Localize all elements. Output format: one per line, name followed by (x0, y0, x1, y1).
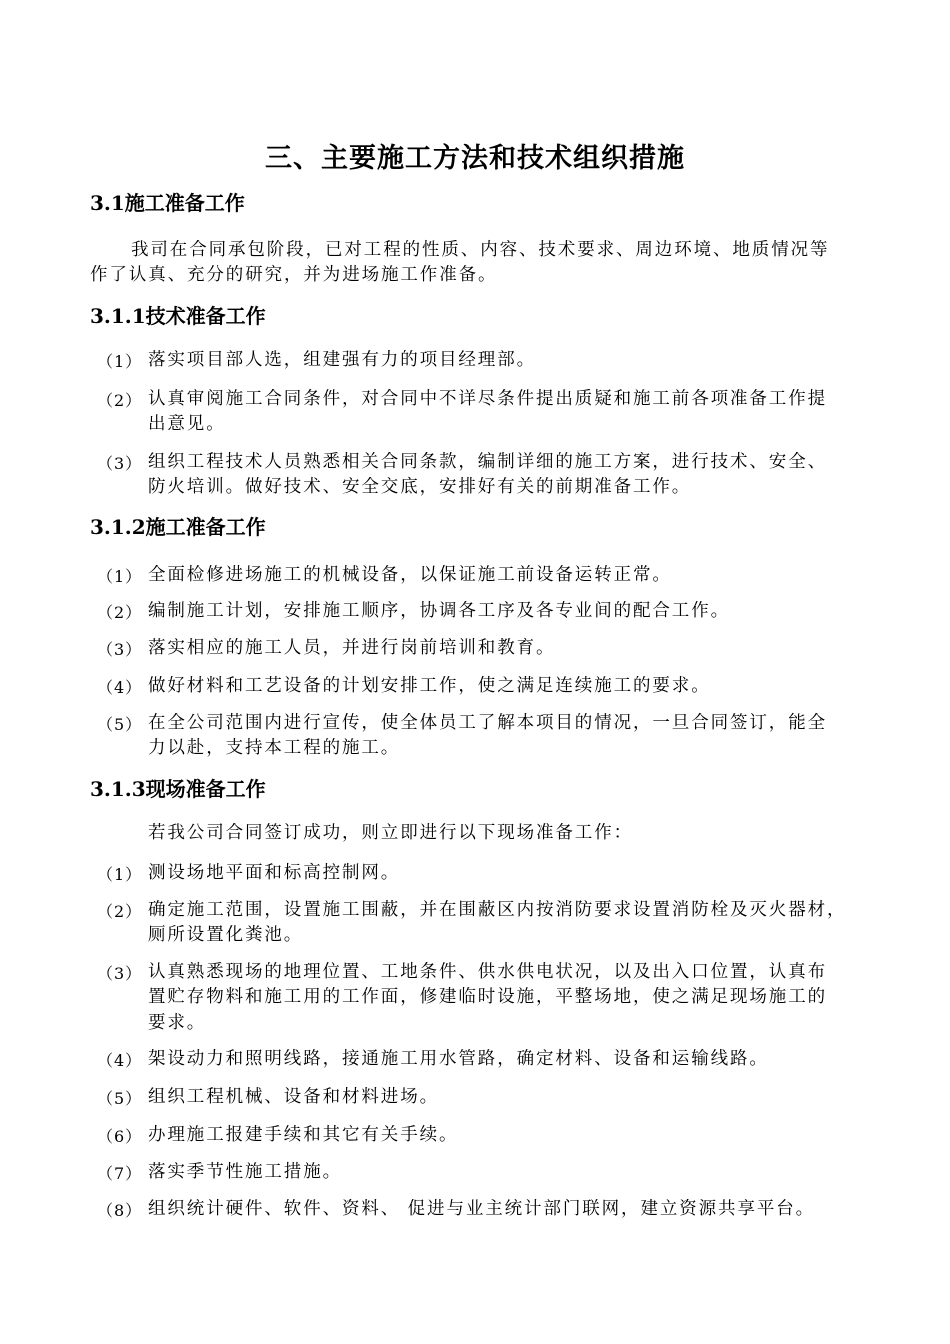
list-item-number: （2） (97, 391, 143, 410)
list-item-text: 厕所设置化粪池。 (148, 925, 304, 946)
list-item-text: 落实季节性施工措施。 (148, 1162, 342, 1182)
list-item-text: 组织统计硬件、软件、资料、 促进与业主统计部门联网，建立资源共享平台。 (148, 1199, 816, 1219)
list-item-text: 认真审阅施工合同条件，对合同中不详尽条件提出质疑和施工前各项准备工作提 (148, 389, 827, 409)
list-item-number: （2） (97, 902, 143, 921)
paragraph-line: 作了认真、充分的研究，并为进场施工作准备。 (90, 265, 498, 285)
list-item-text: 出意见。 (148, 414, 226, 435)
list-item-number: （1） (97, 865, 143, 884)
section-intro: 若我公司合同签订成功，则立即进行以下现场准备工作： (148, 823, 633, 843)
list-item-text: 全面检修进场施工的机械设备，以保证施工前设备运转正常。 (148, 565, 672, 585)
paragraph-line: 我司在合同承包阶段，已对工程的性质、内容、技术要求、周边环境、地质情况等 (131, 240, 830, 260)
list-item-number: （8） (97, 1201, 143, 1220)
list-item-text: 力以赴，支持本工程的施工。 (148, 738, 401, 759)
list-item-number: （3） (97, 640, 143, 659)
list-item-number: （6） (97, 1127, 143, 1146)
list-item-text: 测设场地平面和标高控制网。 (148, 863, 401, 883)
list-item-number: （1） (97, 567, 143, 586)
list-item-number: （5） (97, 715, 143, 734)
section-heading-3-1-2: 3.1.2施工准备工作 (90, 515, 266, 539)
section-heading-3-1-1: 3.1.1技术准备工作 (90, 304, 266, 328)
list-item-text: 防火培训。做好技术、安全交底，安排好有关的前期准备工作。 (148, 477, 692, 498)
list-item-text: 在全公司范围内进行宣传，使全体员工了解本项目的情况，一旦合同签订，能全 (148, 713, 827, 733)
list-item-number: （3） (97, 964, 143, 983)
list-item-text: 置贮存物料和施工用的工作面，修建临时设施，平整场地，使之满足现场施工的 (148, 987, 827, 1008)
list-item-number: （5） (97, 1089, 143, 1108)
list-item-number: （4） (97, 1051, 143, 1070)
list-item-number: （7） (97, 1164, 143, 1183)
list-item-number: （4） (97, 678, 143, 697)
list-item-number: （1） (97, 352, 143, 371)
list-item-text: 办理施工报建手续和其它有关手续。 (148, 1125, 459, 1145)
list-item-number: （2） (97, 603, 143, 622)
page-title: 三、主要施工方法和技术组织措施 (265, 143, 685, 174)
list-item-text: 组织工程机械、设备和材料进场。 (148, 1087, 439, 1107)
list-item-text: 架设动力和照明线路，接通施工用水管路，确定材料、设备和运输线路。 (148, 1049, 769, 1069)
list-item-text: 组织工程技术人员熟悉相关合同条款，编制详细的施工方案，进行技术、安全、 (148, 452, 827, 472)
list-item-text: 要求。 (148, 1012, 207, 1033)
list-item-text: 编制施工计划，安排施工顺序，协调各工序及各专业间的配合工作。 (148, 601, 730, 621)
list-item-text: 落实相应的施工人员，并进行岗前培训和教育。 (148, 638, 556, 658)
list-item-text: 确定施工范围，设置施工围蔽，并在围蔽区内按消防要求设置消防栓及灭火器材， (148, 900, 847, 920)
section-heading-3-1-3: 3.1.3现场准备工作 (90, 777, 266, 801)
list-item-text: 落实项目部人选，组建强有力的项目经理部。 (148, 350, 536, 370)
list-item-text: 做好材料和工艺设备的计划安排工作，使之满足连续施工的要求。 (148, 676, 711, 696)
section-heading-3-1: 3.1施工准备工作 (90, 191, 245, 215)
list-item-number: （3） (97, 454, 143, 473)
list-item-text: 认真熟悉现场的地理位置、工地条件、供水供电状况，以及出入口位置，认真布 (148, 962, 827, 982)
